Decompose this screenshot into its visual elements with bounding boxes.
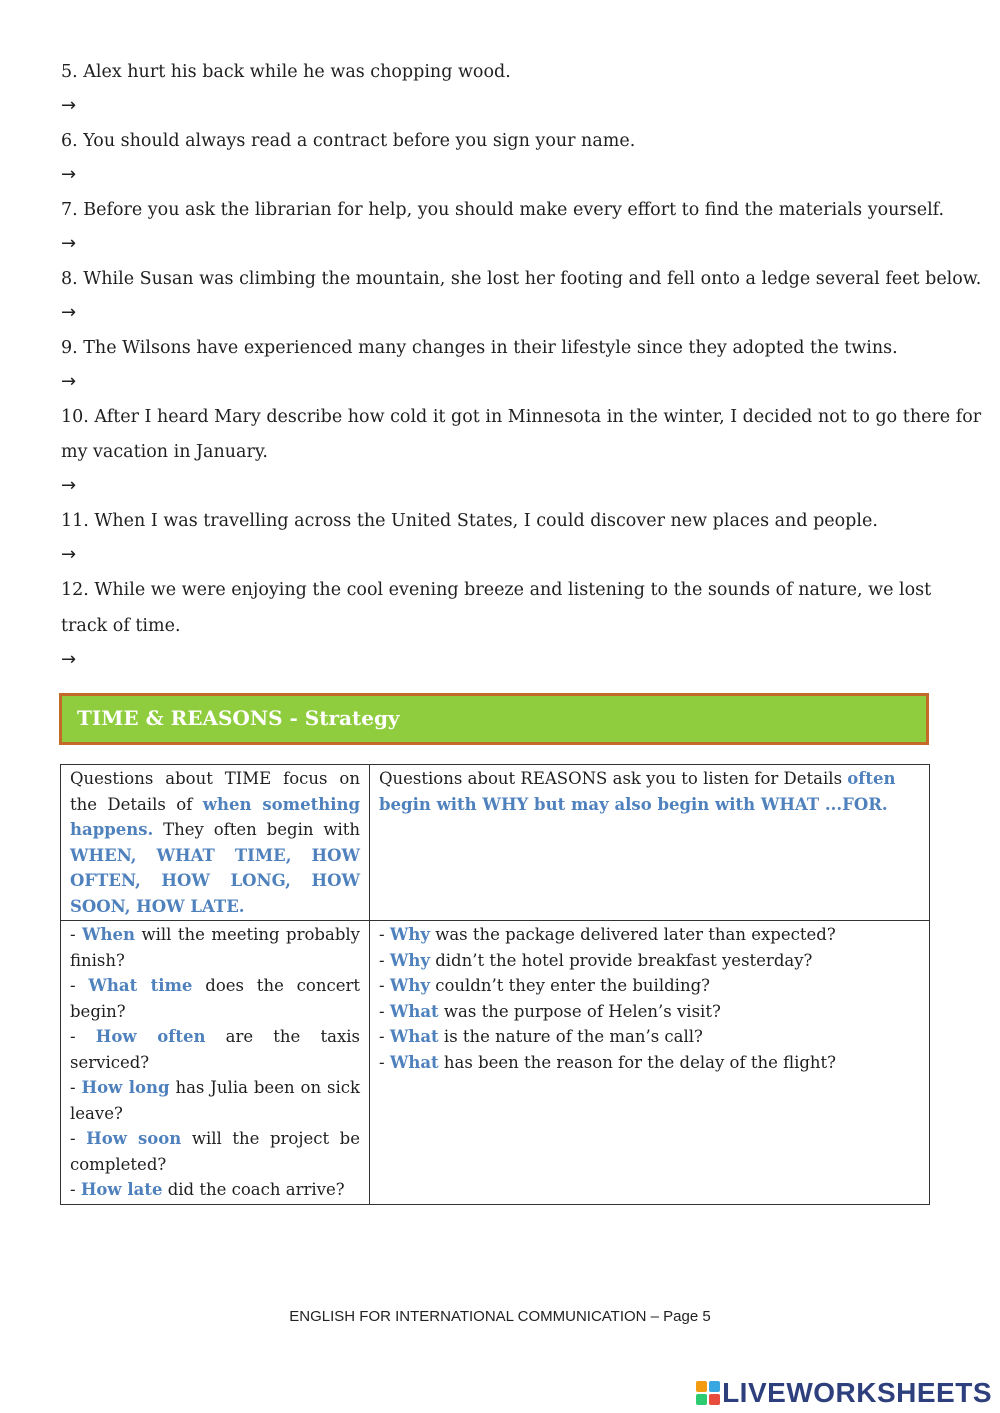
answer-field-5[interactable] — [90, 93, 934, 119]
answer-field-10[interactable] — [90, 473, 934, 499]
sentence-5: 5. Alex hurt his back while he was chopping wood. — [61, 62, 511, 82]
time-example: - What time does the concert begin? — [70, 976, 360, 1021]
section-title: TIME & REASONS - Strategy — [77, 706, 400, 730]
sentence-7: 7. Before you ask the librarian for help, you should make every effort to find the materials yourself. — [61, 200, 945, 220]
sentence-11: 11. When I was travelling across the United States, I could discover new places and people. — [61, 511, 878, 531]
sentence-6: 6. You should always read a contract before you sign your name. — [61, 131, 636, 151]
reason-example: - Why didn’t the hotel provide breakfast yesterday? — [379, 950, 813, 970]
arrow-icon: → — [61, 233, 77, 254]
time-example: - How late did the coach arrive? — [70, 1180, 345, 1199]
arrow-icon: → — [61, 371, 77, 392]
table-row — [61, 921, 930, 1205]
reason-example: - What has been the reason for the delay of the flight? — [379, 1052, 837, 1072]
reason-example: - What is the nature of the man’s call? — [379, 1027, 703, 1046]
reasons-examples-cell — [370, 921, 930, 1205]
page-footer: ENGLISH FOR INTERNATIONAL COMMUNICATION – Page 5 — [289, 1308, 711, 1325]
sentence-10-line1: 10. After I heard Mary describe how cold it got in Minnesota in the winter, I decided not to go there for — [61, 407, 982, 427]
logo-text: LIVEWORKSHEETS — [722, 1377, 992, 1408]
arrow-icon: → — [61, 649, 77, 670]
sentence-12-line1: 12. While we were enjoying the cool evening breeze and listening to the sounds of nature, we lost — [61, 580, 932, 600]
arrow-icon: → — [61, 95, 77, 116]
sentence-10-line2: my vacation in January. — [61, 442, 268, 462]
sentence-12-line2: track of time. — [61, 616, 181, 636]
arrow-icon: → — [61, 475, 77, 496]
answer-field-6[interactable] — [90, 162, 934, 188]
strategy-table — [60, 764, 930, 1205]
reasons-intro-cell: Questions about REASONS ask you to listen for Details often begin with WHY but may also begin with WHAT ...FOR. — [370, 765, 930, 921]
answer-field-11[interactable] — [90, 542, 934, 568]
time-intro-cell: Questions about TIME focus on the Details of when something happens. They often begin with WHEN, WHAT TIME, HOW OFTEN, HOW LONG, HOW SOON, HOW LATE. — [61, 765, 370, 921]
logo-grid-icon — [696, 1381, 720, 1405]
time-example: - How long has Julia been on sick leave? — [70, 1078, 360, 1123]
section-banner — [59, 693, 929, 745]
answer-field-12[interactable] — [90, 647, 934, 673]
arrow-icon: → — [61, 302, 77, 323]
answer-field-7[interactable] — [90, 231, 934, 257]
table-row — [61, 765, 930, 921]
sentence-8: 8. While Susan was climbing the mountain, she lost her footing and fell onto a ledge several feet below. — [61, 269, 982, 289]
reason-example: - Why couldn’t they enter the building? — [379, 976, 710, 995]
answer-field-9[interactable] — [90, 369, 934, 395]
reason-example: - Why was the package delivered later than expected? — [379, 925, 836, 944]
time-examples-cell — [61, 921, 370, 1205]
answer-field-8[interactable] — [90, 300, 934, 326]
time-example: - How soon will the project be completed? — [70, 1129, 361, 1174]
time-example: - When will the meeting probably finish? — [70, 925, 360, 970]
reason-example: - What was the purpose of Helen’s visit? — [379, 1001, 721, 1021]
arrow-icon: → — [61, 164, 77, 185]
arrow-icon: → — [61, 544, 77, 565]
sentence-9: 9. The Wilsons have experienced many changes in their lifestyle since they adopted the twins. — [61, 338, 898, 358]
liveworksheets-logo[interactable] — [696, 1375, 992, 1411]
time-example: - How often are the taxis serviced? — [70, 1027, 361, 1072]
